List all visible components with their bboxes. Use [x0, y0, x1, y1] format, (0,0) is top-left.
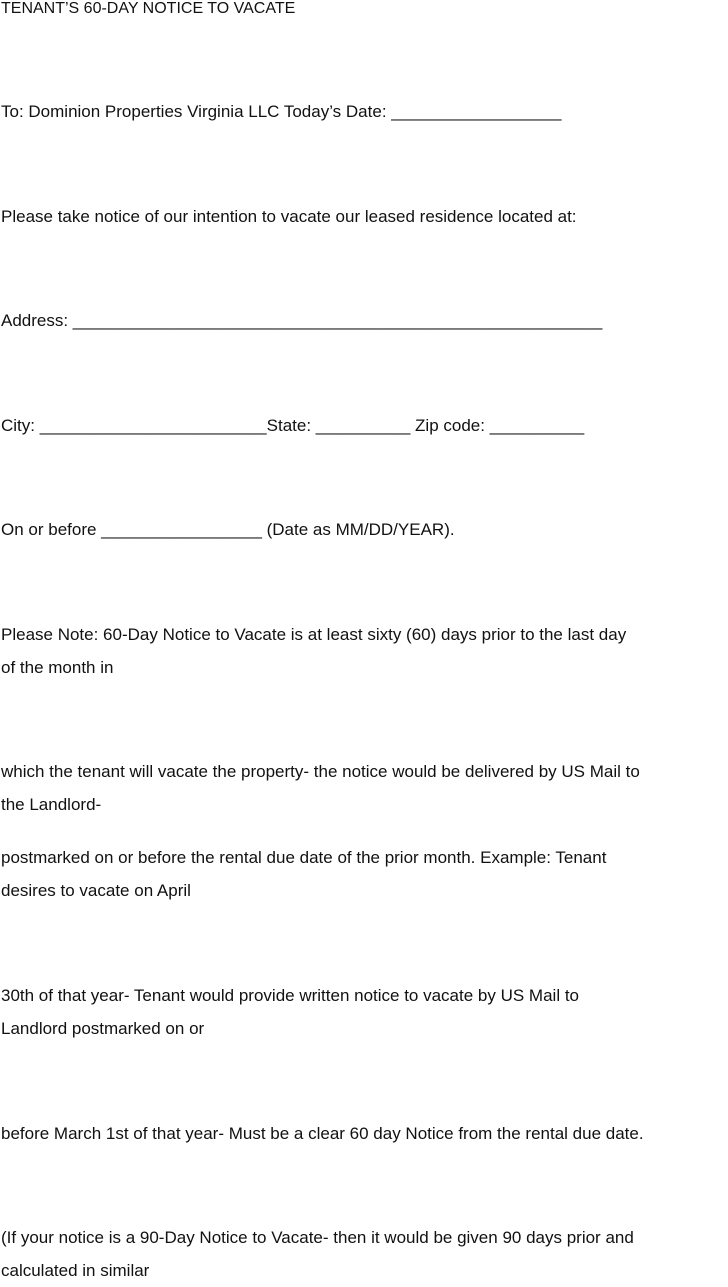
paragraph-2-line-2: desires to vacate on April	[1, 881, 191, 900]
address-line: Address: ________________________________________________________	[1, 311, 603, 330]
city-state-zip-line: City: ________________________State: __________ Zip code: __________	[1, 416, 585, 435]
to-line: To: Dominion Properties Virginia LLC Today’s Date: __________________	[1, 102, 562, 121]
paragraph-5-line-1: (If your notice is a 90-Day Notice to Vacate- then it would be given 90 days prior and	[1, 1228, 634, 1247]
paragraph-1-line-1: which the tenant will vacate the property- the notice would be delivered by US Mail to	[1, 762, 640, 781]
paragraph-1-line-2: the Landlord-	[1, 795, 102, 814]
intent-line: Please take notice of our intention to vacate our leased residence located at:	[1, 207, 577, 226]
note-line-2: of the month in	[1, 658, 114, 677]
paragraph-3-line-1: 30th of that year- Tenant would provide written notice to vacate by US Mail to	[1, 986, 579, 1005]
paragraph-4-line-1: before March 1st of that year- Must be a clear 60 day Notice from the rental due date.	[1, 1124, 644, 1143]
paragraph-5-line-2: calculated in similar	[1, 1261, 150, 1280]
paragraph-3-line-2: Landlord postmarked on or	[1, 1019, 205, 1038]
document-title: TENANT’S 60-DAY NOTICE TO VACATE	[1, 0, 296, 17]
vacate-date-line: On or before _________________ (Date as MM/DD/YEAR).	[1, 520, 455, 539]
paragraph-2-line-1: postmarked on or before the rental due date of the prior month. Example: Tenant	[1, 848, 607, 867]
note-line-1: Please Note: 60-Day Notice to Vacate is at least sixty (60) days prior to the last day	[1, 625, 627, 644]
